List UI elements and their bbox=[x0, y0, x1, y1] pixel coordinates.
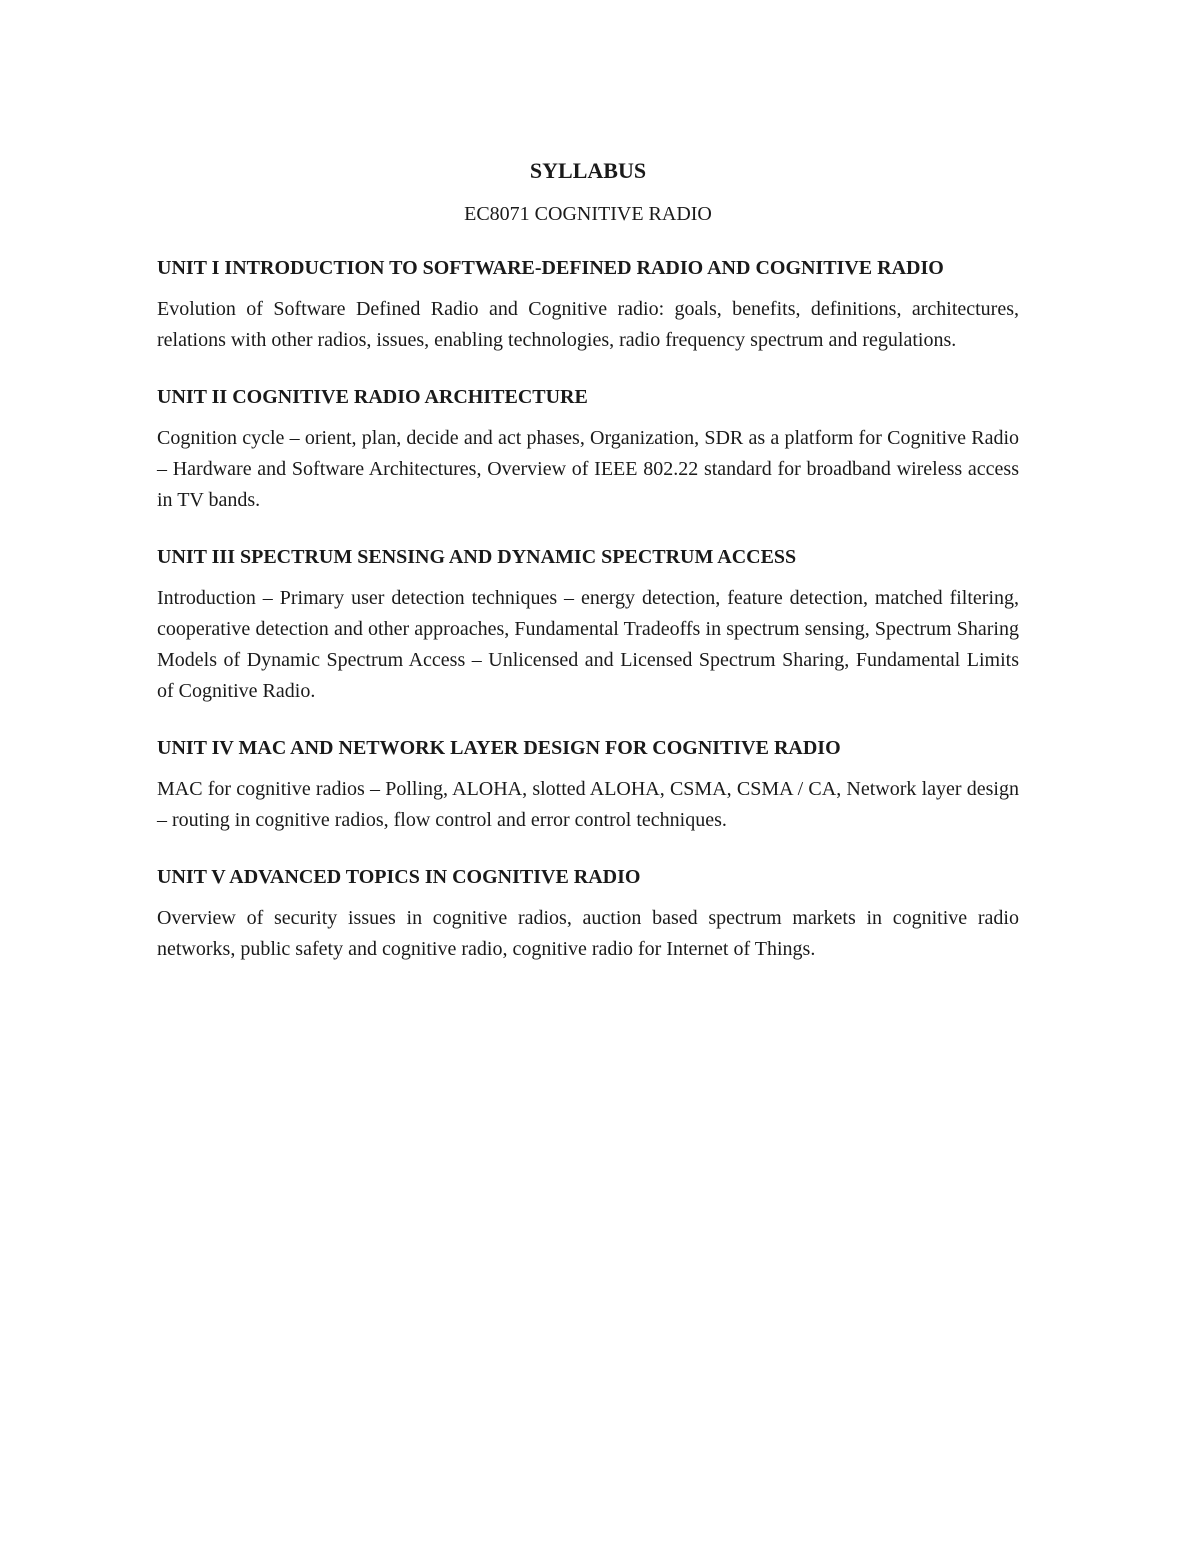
unit-2-section bbox=[157, 382, 1019, 516]
unit-body: MAC for cognitive radios – Polling, ALOHA, slotted ALOHA, CSMA, CSMA / CA, Network layer design – routing in cognitive radios, flow control and error control techniques. bbox=[157, 778, 1019, 831]
unit-3-section bbox=[157, 542, 1019, 707]
unit-heading: UNIT II COGNITIVE RADIO ARCHITECTURE bbox=[157, 386, 588, 408]
unit-heading: UNIT V ADVANCED TOPICS IN COGNITIVE RADIO bbox=[157, 866, 641, 888]
unit-body: Cognition cycle – orient, plan, decide and act phases, Organization, SDR as a platform for Cognitive Radio – Hardware and Software Architectures, Overview of IEEE 802.22 standard for broadband wireless access in TV bands. bbox=[157, 427, 1019, 511]
unit-4-section bbox=[157, 733, 1019, 836]
unit-1-section bbox=[157, 253, 1019, 356]
document-page bbox=[157, 155, 1019, 965]
unit-body: Overview of security issues in cognitive radios, auction based spectrum markets in cognitive radio networks, public safety and cognitive radio, cognitive radio for Internet of Things. bbox=[157, 907, 1019, 960]
unit-heading: UNIT III SPECTRUM SENSING AND DYNAMIC SPECTRUM ACCESS bbox=[157, 546, 797, 568]
course-title: EC8071 COGNITIVE RADIO bbox=[464, 203, 712, 225]
unit-heading: UNIT I INTRODUCTION TO SOFTWARE-DEFINED RADIO AND COGNITIVE RADIO bbox=[157, 257, 944, 279]
unit-body: Evolution of Software Defined Radio and Cognitive radio: goals, benefits, definitions, architectures, relations with other radios, issues, enabling technologies, radio frequency spectrum and regulations. bbox=[157, 298, 1019, 351]
unit-5-section bbox=[157, 862, 1019, 965]
document-title: SYLLABUS bbox=[529, 158, 647, 183]
unit-body: Introduction – Primary user detection techniques – energy detection, feature detection, matched filtering, cooperative detection and other approaches, Fundamental Tradeoffs in spectrum sensing, Spectrum Sharing Models of Dynamic Spectrum Access – Unlicensed and Licensed Spectrum Sharing, Fundamental Limits of Cognitive Radio. bbox=[157, 587, 1019, 702]
unit-heading: UNIT IV MAC AND NETWORK LAYER DESIGN FOR COGNITIVE RADIO bbox=[157, 737, 841, 759]
